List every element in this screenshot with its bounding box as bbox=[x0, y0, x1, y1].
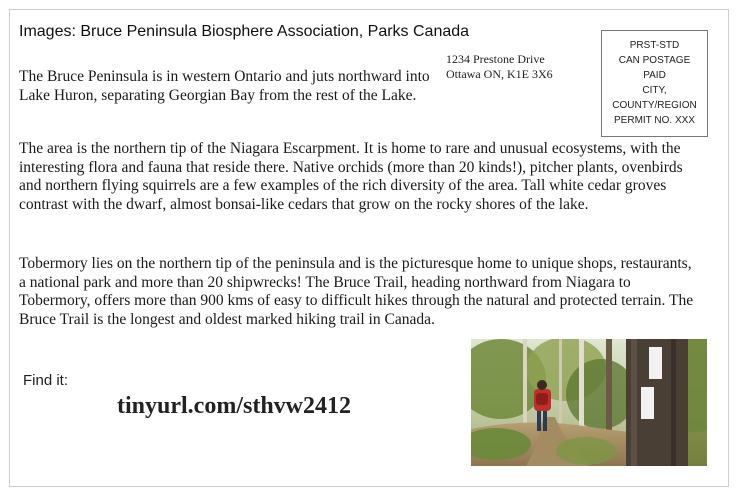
image-credit: Images: Bruce Peninsula Biosphere Association, Parks Canada bbox=[19, 23, 470, 40]
tinyurl-link[interactable]: tinyurl.com/sthvw2412 bbox=[117, 393, 351, 419]
address-line-1: 1234 Prestone Drive bbox=[446, 52, 545, 66]
postage-line: PERMIT NO. XXX bbox=[614, 115, 695, 126]
trail-blaze bbox=[649, 347, 662, 379]
return-address bbox=[446, 52, 553, 82]
postage-line: PRST-STD bbox=[629, 40, 680, 51]
hiker-on-trail-image bbox=[471, 339, 707, 466]
tobermory-paragraph: Tobermory lies on the northern tip of the peninsula and is the picturesque home to unique shops, restaurants, a national park and more than 20 shipwrecks! The Bruce Trail, heading northward from Niagara to Tobermory, offers more than 900 kms of easy to difficult hikes through the natural and protected terrain. The Bruce Trail is the longest and oldest marked hiking trail in Canada. bbox=[19, 255, 694, 328]
trail-blaze bbox=[641, 387, 654, 419]
intro-paragraph: The Bruce Peninsula is in western Ontario and juts northward into Lake Huron, separating Georgian Bay from the rest of the Lake. bbox=[19, 68, 430, 104]
postage-line: CAN POSTAGE bbox=[618, 55, 691, 66]
find-it-label: Find it: bbox=[23, 372, 69, 389]
trail-photo bbox=[471, 339, 707, 466]
escarpment-paragraph: The area is the northern tip of the Niagara Escarpment. It is home to rare and unusual ecosystems, with the interesting flora and fauna that reside there. Native orchids (more than 20 kinds!), pitcher plants, ovenbirds and northern flying squirrels are a few examples of the rich diversity of the area. Tall white cedar groves contrast with the dwarf, almost bonsai-like cedars that grow on the rocky shores of the lake. bbox=[19, 140, 683, 213]
postage-line: COUNTY/REGION bbox=[612, 100, 697, 111]
postage-line: CITY, bbox=[642, 85, 667, 96]
address-line-2: Ottawa ON, K1E 3X6 bbox=[446, 67, 553, 81]
postage-line: PAID bbox=[643, 70, 666, 81]
postage-indicia bbox=[601, 30, 708, 137]
